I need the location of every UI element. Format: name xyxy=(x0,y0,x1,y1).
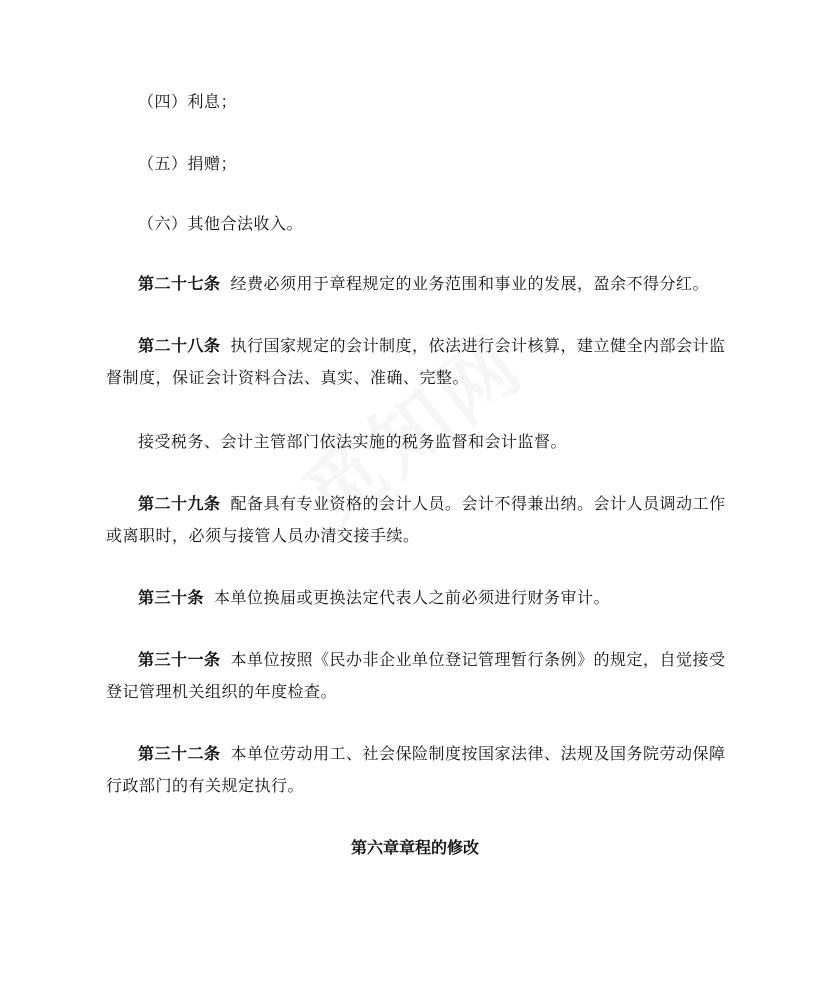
article-31 xyxy=(106,644,728,708)
chapter-heading: 第六章章程的修改 xyxy=(350,838,479,857)
article-label: 第二十九条 xyxy=(138,494,221,513)
article-32 xyxy=(106,738,728,802)
article-28-supplement xyxy=(106,426,760,458)
article-27 xyxy=(106,268,760,300)
list-item-other-income xyxy=(106,208,760,240)
article-text: 配备具有专业资格的会计人员。会计不得兼出纳。会计人员调动工作或离职时，必须与接管人员办清交接手续。 xyxy=(106,494,726,545)
article-text: 本单位劳动用工、社会保险制度按国家法律、法规及国务院劳动保障行政部门的有关规定执行。 xyxy=(106,744,726,795)
article-label: 第二十八条 xyxy=(138,336,221,355)
article-28 xyxy=(106,330,728,394)
list-item-text: （四）利息； xyxy=(138,92,238,111)
article-30 xyxy=(106,582,760,614)
article-label: 第三十一条 xyxy=(138,650,221,669)
article-text: 本单位按照《民办非企业单位登记管理暂行条例》的规定，自觉接受登记管理机关组织的年度检查。 xyxy=(106,650,726,701)
list-item-donation xyxy=(106,148,760,180)
article-text: 接受税务、会计主管部门依法实施的税务监督和会计监督。 xyxy=(138,432,568,451)
article-29 xyxy=(106,488,728,552)
article-label: 第二十七条 xyxy=(138,274,221,293)
article-text: 经费必须用于章程规定的业务范围和事业的发展，盈余不得分红。 xyxy=(230,274,710,293)
list-item-text: （五）捐赠； xyxy=(138,154,238,173)
article-text: 本单位换届或更换法定代表人之前必须进行财务审计。 xyxy=(214,588,611,607)
article-text: 执行国家规定的会计制度，依法进行会计核算，建立健全内部会计监督制度，保证会计资料合法、真实、准确、完整。 xyxy=(106,336,726,387)
article-label: 第三十条 xyxy=(138,588,205,607)
article-label: 第三十二条 xyxy=(138,744,221,763)
list-item-text: （六）其他合法收入。 xyxy=(138,214,304,233)
list-item-interest xyxy=(106,86,760,118)
